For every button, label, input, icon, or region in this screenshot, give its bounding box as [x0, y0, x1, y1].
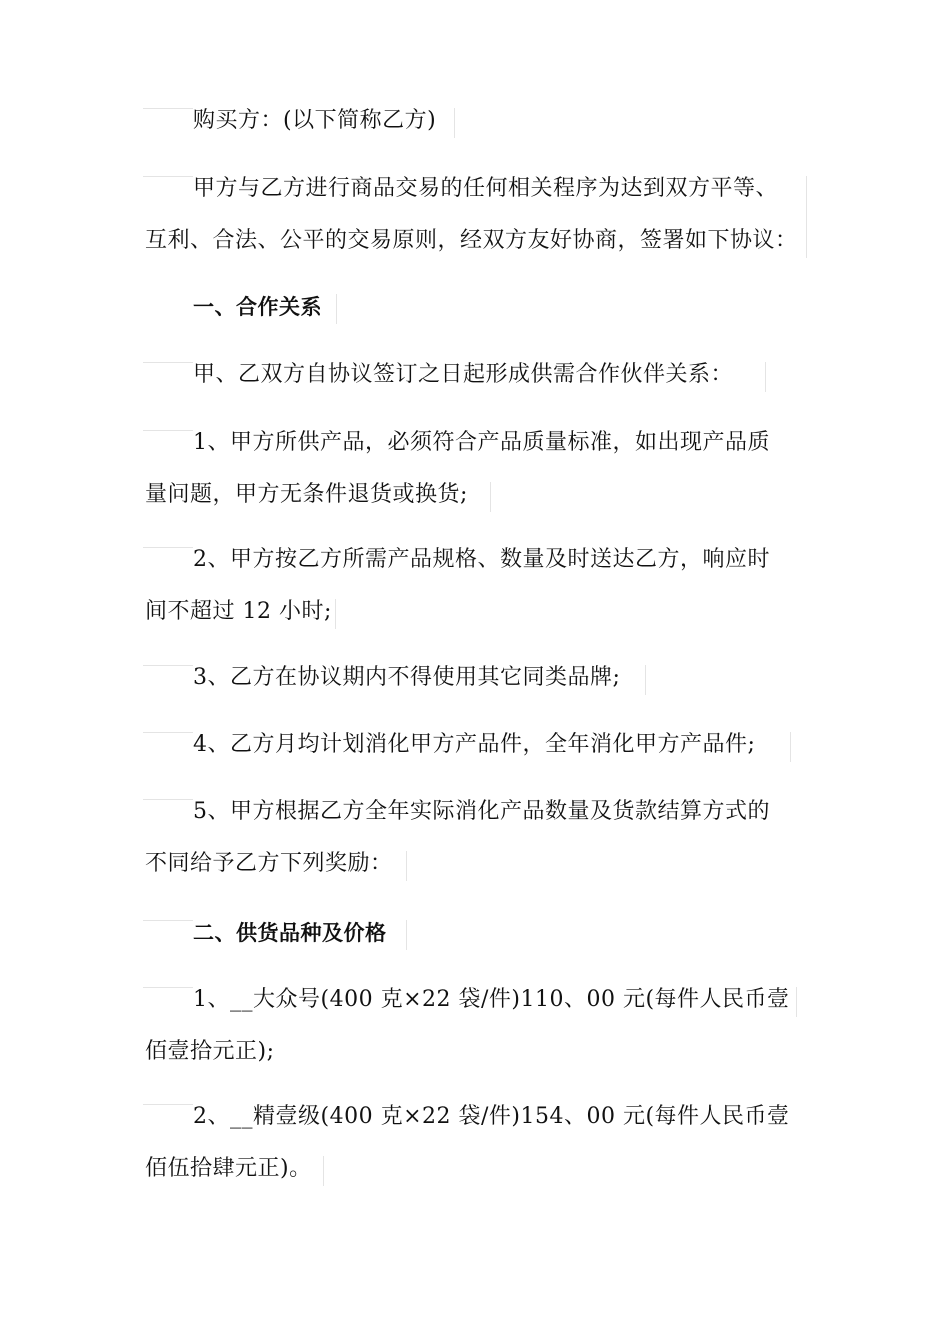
text-guide	[454, 108, 455, 138]
text-guide	[323, 1156, 324, 1186]
text-guide	[765, 362, 766, 392]
item1-line-1: 1、甲方所供产品，必须符合产品质量标准，如出现产品质	[193, 430, 770, 455]
intro-line-1: 甲方与乙方进行商品交易的任何相关程序为达到双方平等、	[193, 176, 779, 201]
price2-line-1: 2、__精壹级(400 克×22 袋/件)154、00 元(每件人民币壹	[193, 1104, 790, 1129]
text-guide	[645, 665, 646, 695]
text-guide	[143, 1104, 193, 1105]
item5-line-2: 不同给予乙方下列奖励：	[145, 851, 393, 876]
text-guide	[143, 362, 193, 363]
price1-line-1: 1、__大众号(400 克×22 袋/件)110、00 元(每件人民币壹	[193, 987, 790, 1012]
text-guide	[143, 547, 193, 548]
item4-line: 4、乙方月均计划消化甲方产品件，全年消化甲方产品件;	[193, 732, 756, 757]
text-guide	[143, 799, 193, 800]
text-guide	[406, 851, 407, 881]
text-guide	[790, 732, 791, 762]
intro-line-2: 互利、合法、公平的交易原则，经双方友好协商，签署如下协议：	[145, 228, 798, 253]
item1-line-2: 量问题，甲方无条件退货或换货;	[145, 482, 468, 507]
text-guide	[143, 430, 193, 431]
item3-line: 3、乙方在协议期内不得使用其它同类品牌;	[193, 665, 621, 690]
price1-line-2: 佰壹拾元正);	[145, 1039, 275, 1064]
item2-line-1: 2、甲方按乙方所需产品规格、数量及时送达乙方，响应时	[193, 547, 770, 572]
text-guide	[143, 108, 193, 109]
text-guide	[335, 599, 336, 629]
item2-line-2: 间不超过 12 小时;	[145, 599, 332, 624]
item5-line-1: 5、甲方根据乙方全年实际消化产品数量及货款结算方式的	[193, 799, 770, 824]
text-guide	[336, 294, 337, 324]
text-guide	[143, 665, 193, 666]
buyer-line: 购买方：(以下简称乙方)	[193, 108, 437, 133]
price2-line-2: 佰伍拾肆元正)。	[145, 1156, 312, 1181]
text-guide	[490, 482, 491, 512]
text-guide	[406, 920, 407, 950]
text-guide	[143, 176, 193, 177]
text-guide	[806, 176, 807, 258]
text-guide	[143, 987, 193, 988]
text-guide	[143, 920, 193, 921]
section1-lead: 甲、乙双方自协议签订之日起形成供需合作伙伴关系：	[193, 362, 734, 387]
section1-title: 一、合作关系	[193, 295, 322, 319]
text-guide	[143, 732, 193, 733]
section2-title: 二、供货品种及价格	[193, 921, 387, 945]
text-guide	[796, 987, 797, 1017]
